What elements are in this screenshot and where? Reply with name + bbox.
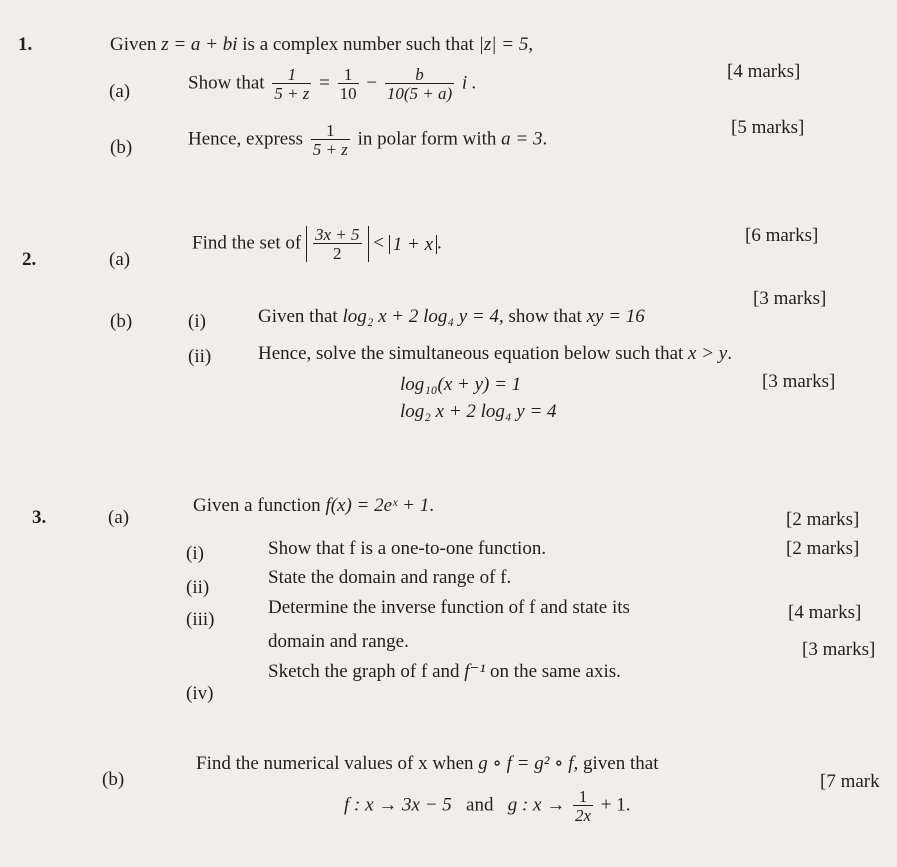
q2a-end: . [437,232,442,254]
q1a-r2-fraction [385,66,454,102]
q2a-rel: < [373,232,384,254]
q3b-definitions [344,788,631,824]
q1-intro-mid: is a complex number such that [242,34,474,55]
q1b-tail-end: . [542,128,548,150]
q1a-r1-fraction [338,66,359,102]
q1a-marks: [4 marks] [727,61,801,82]
q3b-g-pre: g : x → [507,794,566,816]
q2a-marks: [6 marks] [745,225,819,246]
q2-number: 2. [22,249,37,270]
q1a-label: (a) [109,81,131,102]
q1-number: 1. [18,34,33,55]
q1a-r1-num: 1 [343,65,353,84]
q3b-f-def: f : x → 3x − 5 [344,794,452,816]
q1a-minus: − [366,72,378,94]
q1a-text: Show that [188,72,265,94]
q1a-statement [188,66,477,102]
q1-intro [110,35,533,54]
q3aiii-marks: [4 marks] [788,602,862,623]
q2bii-statement [258,344,732,363]
q3b-g-den: 2x [575,806,592,825]
q1-intro-pre: Given [110,34,157,55]
q3aii-label: (ii) [186,577,210,598]
q3a-statement [193,496,434,515]
q2bi-mid: , show that [498,306,582,327]
q3aii-marks: [2 marks] [786,538,860,559]
q3-number: 3. [32,507,47,528]
q2bi-text: Given that [258,306,338,327]
q3b-g-post: + 1. [600,794,631,816]
q1-intro-end: , [528,34,534,55]
q2bii-label: (ii) [188,346,212,367]
q2bi-marks: [3 marks] [753,288,827,309]
q2a-abs-lhs [306,226,369,262]
q1b-label: (b) [110,137,133,158]
q3a-func-end: . [429,495,434,516]
q2bi-statement [258,307,645,326]
q2a-fraction [313,226,362,262]
q2bii-cond: x > y [688,343,728,364]
q3b-cond-end: , given that [573,753,659,774]
q1-intro-eq: z = a + bi [161,34,238,55]
q1b-marks: [5 marks] [731,117,805,138]
q1a-r2-num: b [415,65,424,84]
q3aiii-text1: Determine the inverse function of f and state its [268,597,630,618]
q2a-statement [192,226,442,262]
q2a-label: (a) [109,249,131,270]
q2bi-eq: log₂ x + 2 log₄ y = 4 [342,306,499,327]
q3ai-marks: [2 marks] [786,509,860,530]
q3aiv-statement [268,662,621,681]
q3aiii-label: (iii) [186,609,215,630]
q3aiv-text: Sketch the graph of f and [268,661,460,682]
q3aiv-label: (iv) [186,683,214,704]
q3b-statement [196,754,658,773]
q3b-and: and [466,794,494,816]
q2a-num: 3x + 5 [315,225,360,244]
q2b-label: (b) [110,311,133,332]
q1b-den: 5 + z [312,140,348,159]
q3ai-text: Show that f is a one-to-one function. [268,538,547,559]
q3a-func: f(x) = 2eˣ + 1 [325,495,430,516]
q3b-marks: [7 mark [820,771,880,792]
q1a-r1-den: 10 [339,84,357,103]
q2a-abs-rhs: 1 + x [389,235,437,254]
q2a-den: 2 [313,243,362,262]
q3b-text: Find the numerical values of x when [196,753,474,774]
q3b-label: (b) [102,769,125,790]
q1a-tail: i . [461,72,477,94]
q1b-statement [188,122,547,158]
q2bii-end: . [727,343,732,364]
q3aiii-text2: domain and range. [268,631,409,652]
q1a-lhs-fraction [272,66,311,102]
q2bii-text: Hence, solve the simultaneous equation below such that [258,343,684,364]
q3aii-text: State the domain and range of f. [268,567,512,588]
q3b-cond: g ∘ f = g² ∘ f [478,753,574,774]
q2bi-show: xy = 16 [586,306,645,327]
q1a-lhs-num: 1 [287,65,297,84]
q2bii-eq1: log₁₀(x + y) = 1 [400,374,522,395]
q3a-text: Given a function [193,495,321,516]
q1a-r2-den: 10(5 + a) [386,84,453,103]
q3aiv-finv: f⁻¹ [464,661,486,682]
q3a-label: (a) [108,507,130,528]
q3b-g-num: 1 [578,787,588,806]
q1a-eq: = [319,72,330,94]
q1b-text: Hence, express [188,128,304,150]
q2bii-eq2: log₂ x + 2 log₄ y = 4 [400,401,557,422]
q1b-tail-pre: in polar form with [357,128,497,150]
q1b-num: 1 [326,121,335,140]
q1b-fraction [311,122,350,158]
q3ai-label: (i) [186,543,204,564]
q2bi-label: (i) [188,311,206,332]
q3aiv-marks: [3 marks] [802,639,876,660]
q2a-text: Find the set of [192,232,302,254]
q3b-g-fraction [573,788,593,824]
q1b-tail-eq: a = 3 [501,128,543,150]
q1-intro-mod: |z| = 5 [478,34,529,55]
q1a-lhs-den: 5 + z [274,84,310,103]
q2bii-marks: [3 marks] [762,371,836,392]
q3aiv-end: on the same axis. [490,661,621,682]
